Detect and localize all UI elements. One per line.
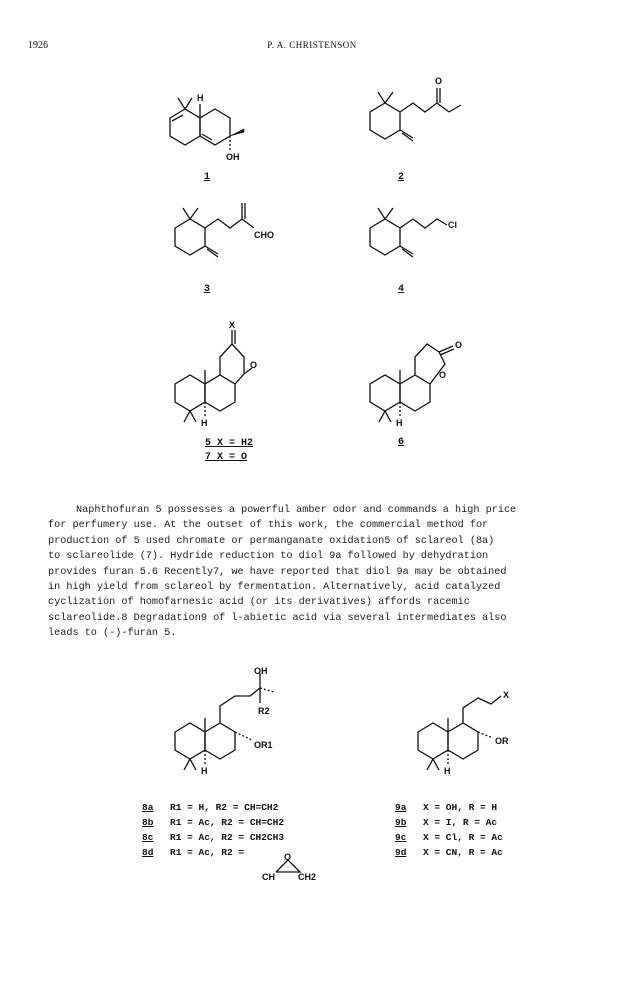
svg-text:H: H bbox=[444, 766, 451, 776]
epoxide-8d bbox=[262, 852, 322, 882]
legend-row-9d: 9d X = CN, R = Ac bbox=[395, 847, 503, 858]
label-1: 1 bbox=[204, 172, 211, 183]
legend-row-9b: 9b X = I, R = Ac bbox=[395, 817, 498, 828]
svg-text:Cl: Cl bbox=[448, 220, 457, 230]
text-line-2: for perfumery use. At the outset of this work, the commercial method for bbox=[48, 520, 489, 532]
svg-text:H: H bbox=[201, 766, 208, 776]
structure-3 bbox=[160, 198, 300, 278]
legend-8 bbox=[142, 800, 284, 860]
structure-2 bbox=[355, 70, 475, 170]
text-line-1: Naphthofuran 5 possesses a powerful amber odor and commands a high price bbox=[76, 505, 517, 516]
label-3: 3 bbox=[204, 284, 211, 295]
text-line-7: cyclization of homofarnesic acid (or its derivatives) affords racemic bbox=[48, 597, 470, 609]
structure-8 bbox=[160, 668, 310, 788]
svg-text:H: H bbox=[197, 93, 204, 103]
structure-1 bbox=[160, 78, 270, 168]
structure-5 bbox=[160, 322, 300, 432]
text-line-6: in high yield from sclareol by fermentation. Alternatively, acid catalyzed bbox=[48, 582, 501, 594]
legend-row-8b: 8b R1 = Ac, R2 = CH=CH2 bbox=[142, 817, 285, 828]
structure-9 bbox=[403, 678, 543, 788]
legend-9 bbox=[395, 800, 503, 860]
svg-text:CH2: CH2 bbox=[298, 872, 317, 882]
running-title: P. A. CHRISTENSON bbox=[267, 40, 357, 50]
structure-6 bbox=[355, 322, 495, 432]
caption-5: 5 X = H2 7 X = O bbox=[205, 438, 254, 463]
svg-text:O: O bbox=[455, 340, 463, 350]
svg-text:CH: CH bbox=[262, 872, 275, 882]
svg-text:O: O bbox=[284, 852, 292, 862]
svg-text:X: X bbox=[503, 690, 510, 700]
svg-text:OR: OR bbox=[495, 736, 509, 746]
svg-text:OH: OH bbox=[254, 666, 268, 676]
legend-row-9a: 9a X = OH, R = H bbox=[395, 802, 498, 813]
legend-row-9c: 9c X = Cl, R = Ac bbox=[395, 832, 503, 843]
label-6: 6 bbox=[398, 437, 405, 448]
text-line-8: sclareolide.8 Degradation9 of l-abietic acid via several intermediates also bbox=[48, 612, 507, 624]
label-4: 4 bbox=[398, 284, 405, 295]
legend-row-8a: 8a R1 = H, R2 = CH=CH2 bbox=[142, 802, 279, 813]
svg-text:H: H bbox=[396, 418, 403, 428]
svg-text:O: O bbox=[439, 370, 447, 380]
text-line-3: production of 5 used chromate or permanganate oxidation5 of sclareol (8a) bbox=[48, 535, 495, 547]
svg-text:CHO: CHO bbox=[254, 230, 274, 240]
svg-text:X: X bbox=[229, 320, 236, 330]
legend-row-8d: 8d R1 = Ac, R2 = bbox=[142, 847, 245, 858]
svg-text:OH: OH bbox=[226, 152, 240, 162]
svg-text:O: O bbox=[250, 360, 258, 370]
body-paragraph bbox=[48, 503, 588, 642]
svg-text:OR1: OR1 bbox=[254, 740, 273, 750]
page-number: 1926 bbox=[28, 40, 48, 51]
svg-text:O: O bbox=[435, 76, 443, 86]
svg-text:H: H bbox=[201, 418, 208, 428]
label-2: 2 bbox=[398, 172, 405, 183]
text-line-9: leads to (-)-furan 5. bbox=[48, 628, 177, 640]
structure-4 bbox=[355, 198, 475, 278]
text-line-5: provides furan 5.6 Recently7, we have reported that diol 9a may be obtained bbox=[48, 566, 507, 578]
legend-row-8c: 8c R1 = Ac, R2 = CH2CH3 bbox=[142, 832, 285, 843]
text-line-4: to sclareolide (7). Hydride reduction to diol 9a followed by dehydration bbox=[48, 551, 489, 563]
svg-text:R2: R2 bbox=[258, 706, 270, 716]
